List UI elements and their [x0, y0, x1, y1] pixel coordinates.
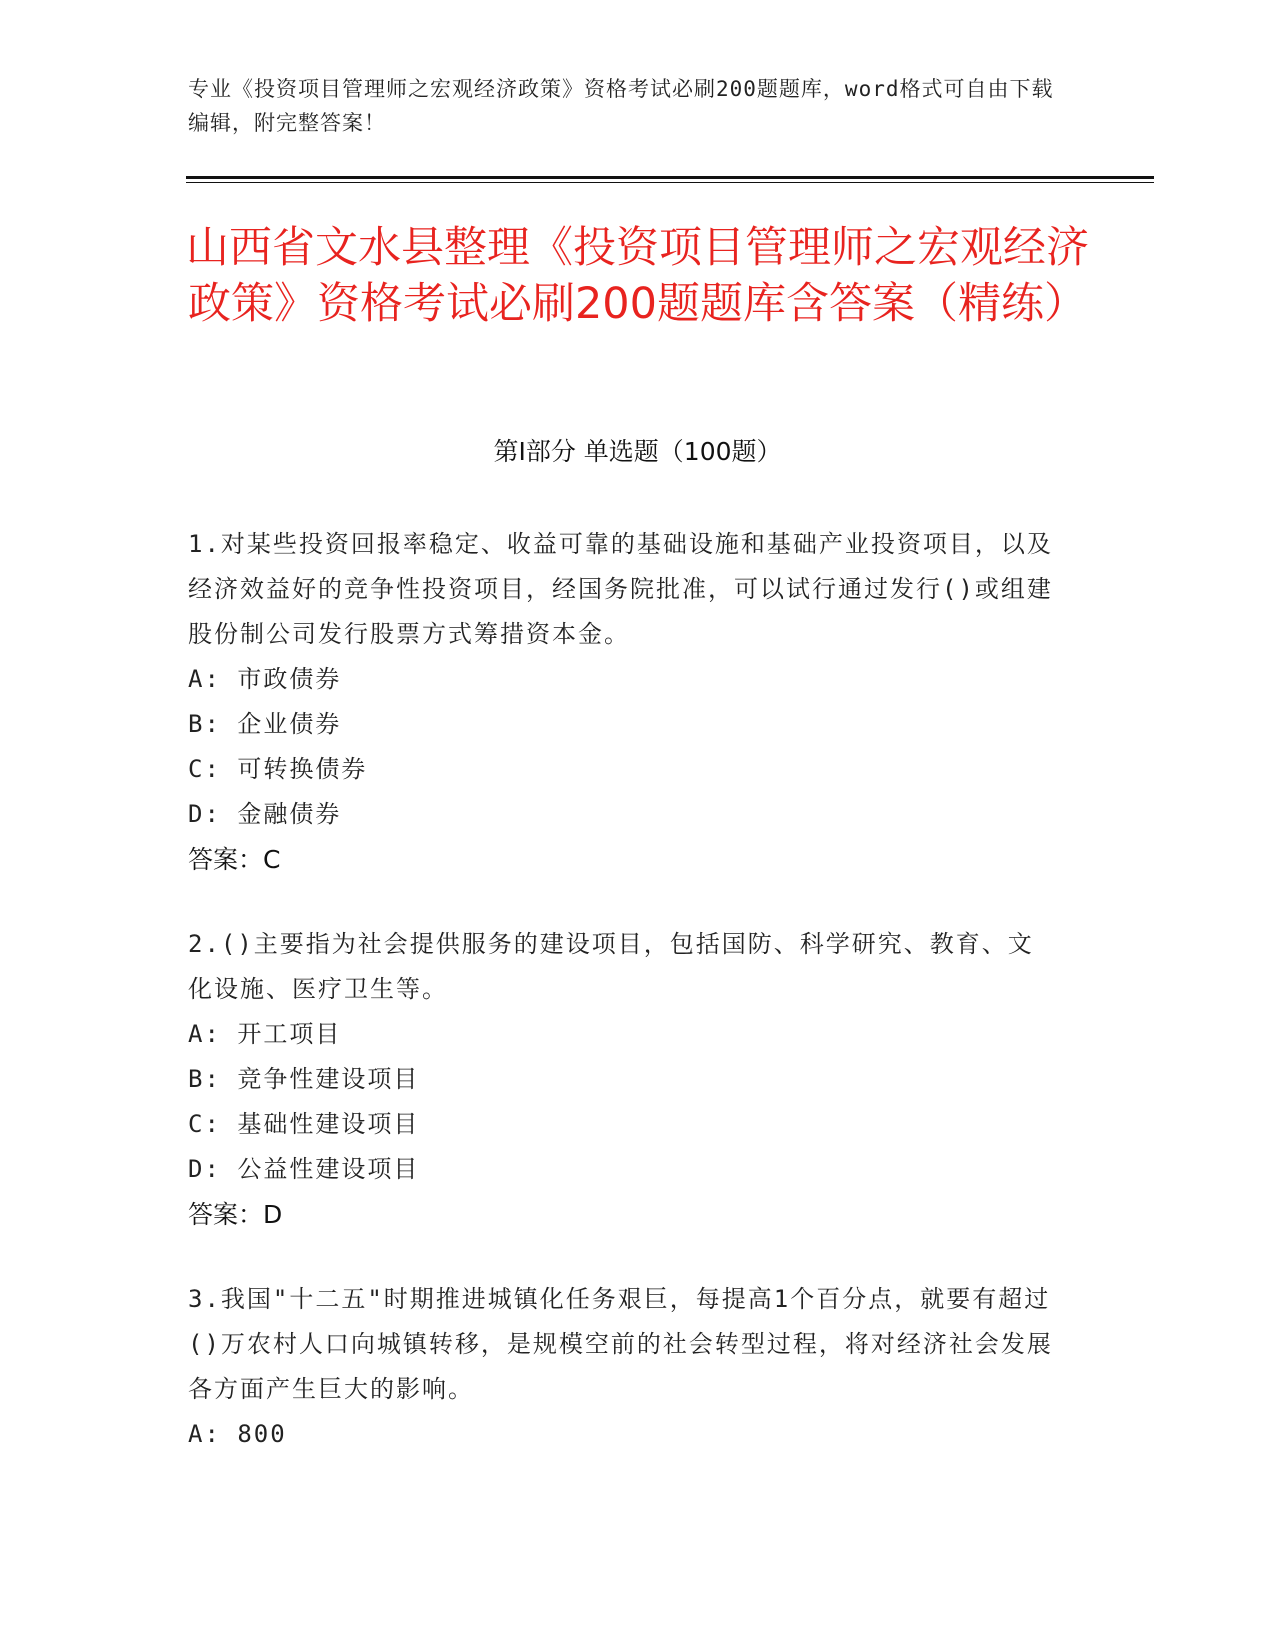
option-b: B: 企业债券: [188, 710, 342, 738]
header-divider-thin: [186, 182, 1154, 183]
question-2: [188, 922, 1058, 1237]
question-3: [188, 1277, 1058, 1457]
section-title: 第Ⅰ部分 单选题（100题）: [493, 437, 782, 466]
option-c: C: 基础性建设项目: [188, 1110, 420, 1138]
header-divider-thick: [186, 176, 1154, 179]
option-b: B: 竞争性建设项目: [188, 1065, 420, 1093]
option-a: A: 800: [188, 1420, 287, 1448]
question-stem: 2.()主要指为社会提供服务的建设项目，包括国防、科学研究、教育、文化设施、医疗卫生等。: [188, 930, 1034, 1003]
option-d: D: 金融债券: [188, 800, 342, 828]
question-1: [188, 522, 1058, 882]
option-c: C: 可转换债券: [188, 755, 368, 783]
question-list: [188, 522, 1058, 1497]
option-a: A: 开工项目: [188, 1020, 342, 1048]
question-stem: 3.我国"十二五"时期推进城镇化任务艰巨，每提高1个百分点，就要有超过()万农村人口向城镇转移，是规模空前的社会转型过程，将对经济社会发展各方面产生巨大的影响。: [188, 1285, 1053, 1403]
option-d: D: 公益性建设项目: [188, 1155, 420, 1183]
document-title: 山西省文水县整理《投资项目管理师之宏观经济政策》资格考试必刷200题题库含答案（精练）: [186, 223, 1089, 329]
option-a: A: 市政债券: [188, 665, 342, 693]
answer-label: 答案：D: [188, 1200, 283, 1229]
answer-label: 答案：C: [188, 845, 281, 874]
header-note: 专业《投资项目管理师之宏观经济政策》资格考试必刷200题题库，word格式可自由下载编辑，附完整答案！: [188, 77, 1054, 135]
question-stem: 1.对某些投资回报率稳定、收益可靠的基础设施和基础产业投资项目，以及经济效益好的竞争性投资项目，经国务院批准，可以试行通过发行()或组建股份制公司发行股票方式筹措资本金。: [188, 530, 1053, 648]
